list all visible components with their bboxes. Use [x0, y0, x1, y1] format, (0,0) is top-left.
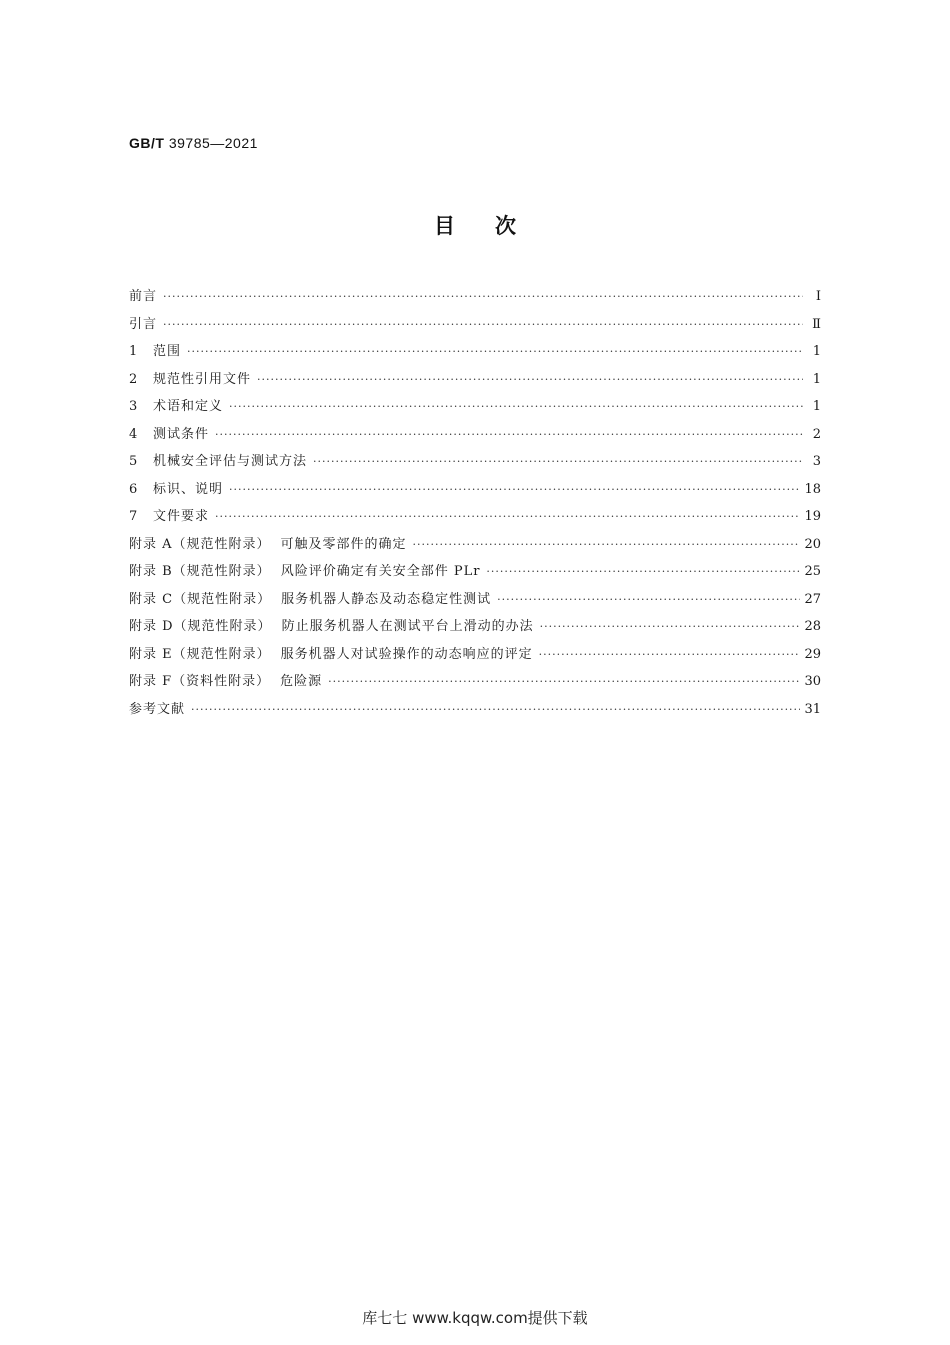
- toc-page-number: 30: [804, 674, 821, 689]
- toc-entry-title: [129, 533, 407, 552]
- toc-page-number: 2: [812, 426, 821, 442]
- toc-entry-title: [129, 285, 157, 304]
- toc-entry-text: 引言: [129, 316, 158, 332]
- toc-entry-number: 3: [129, 399, 138, 414]
- toc-entry-title: [153, 450, 307, 469]
- toc-entry-number: 7: [129, 509, 138, 524]
- toc-entry-text: 风险评价确定有关安全部件 PLr: [280, 564, 481, 579]
- toc-entry[interactable]: [129, 615, 821, 643]
- toc-leader-dots: [163, 290, 803, 303]
- toc-leader-dots: [229, 400, 803, 413]
- toc-entry-text: 测试条件: [153, 426, 210, 442]
- toc-entry[interactable]: [129, 313, 821, 341]
- toc-entry-number: 4: [129, 426, 138, 442]
- toc-appendix-label: 附录 A（规范性附录）: [129, 536, 271, 552]
- toc-entry[interactable]: [129, 643, 821, 671]
- toc-entry-text: 参考文献: [129, 701, 186, 717]
- toc-leader-dots: [229, 483, 800, 496]
- toc-appendix-label: 附录 B（规范性附录）: [129, 564, 271, 579]
- toc-page-number: 1: [812, 344, 821, 359]
- toc-entry-text: 前言: [129, 289, 158, 304]
- toc-leader-dots: [313, 455, 803, 468]
- standard-code: [129, 135, 258, 151]
- toc-leader-dots: [413, 538, 801, 551]
- toc-entry[interactable]: [129, 368, 821, 396]
- toc-entry-text: 可触及零部件的确定: [280, 536, 407, 552]
- toc-entry[interactable]: [129, 560, 821, 588]
- toc-entry-title: [129, 643, 533, 662]
- toc-entry-text: 范围: [153, 344, 182, 359]
- toc-entry-text: 术语和定义: [153, 399, 224, 414]
- toc-entry[interactable]: [129, 478, 821, 506]
- toc-entry[interactable]: [129, 285, 821, 313]
- toc-page-number: 18: [804, 481, 821, 497]
- toc-page-number: 25: [804, 564, 821, 579]
- toc-page-number: 27: [804, 591, 821, 607]
- toc-entry-title: [129, 698, 185, 717]
- toc-page-number: 3: [812, 454, 821, 469]
- table-of-contents: [129, 285, 821, 725]
- toc-entry-title: [153, 368, 251, 387]
- standard-number: 39785—2021: [168, 135, 258, 151]
- toc-entry-text: 标识、说明: [153, 481, 224, 497]
- toc-leader-dots: [540, 620, 801, 633]
- toc-leader-dots: [539, 648, 801, 661]
- toc-entry-number: 1: [129, 344, 138, 359]
- toc-entry-title: [153, 478, 223, 497]
- toc-entry[interactable]: [129, 423, 821, 451]
- toc-entry[interactable]: [129, 533, 821, 561]
- toc-entry-text: 危险源: [280, 674, 323, 689]
- toc-leader-dots: [187, 345, 803, 358]
- toc-page-number: 29: [804, 646, 821, 662]
- toc-appendix-label: 附录 E（规范性附录）: [129, 646, 271, 662]
- toc-entry-title: [153, 340, 181, 359]
- toc-appendix-label: 附录 F（资料性附录）: [129, 674, 271, 689]
- download-footer: 库七七 www.kqqw.com提供下载: [362, 1309, 588, 1327]
- toc-leader-dots: [215, 428, 803, 441]
- toc-entry-title: [153, 423, 209, 442]
- toc-leader-dots: [257, 373, 803, 386]
- toc-entry-text: 机械安全评估与测试方法: [153, 454, 308, 469]
- toc-entry[interactable]: [129, 505, 821, 533]
- toc-entry-title: [129, 670, 322, 689]
- toc-page-number: Ⅰ: [815, 289, 821, 304]
- toc-entry[interactable]: [129, 698, 821, 726]
- toc-appendix-label: 附录 C（规范性附录）: [129, 591, 272, 607]
- toc-entry-title: [153, 395, 223, 414]
- toc-page-number: Ⅱ: [812, 316, 821, 332]
- page-title: 目次: [434, 214, 556, 238]
- toc-entry-number: 5: [129, 454, 138, 469]
- toc-entry-number: 2: [129, 371, 138, 387]
- toc-leader-dots: [497, 593, 800, 606]
- toc-entry-text: 规范性引用文件: [153, 371, 252, 387]
- toc-entry[interactable]: [129, 670, 821, 698]
- toc-page-number: 31: [804, 701, 821, 717]
- toc-entry[interactable]: [129, 340, 821, 368]
- toc-entry-title: [129, 560, 480, 579]
- toc-entry-title: [129, 588, 491, 607]
- toc-entry[interactable]: [129, 395, 821, 423]
- toc-entry-text: 服务机器人静态及动态稳定性测试: [281, 591, 492, 607]
- toc-entry-text: 服务机器人对试验操作的动态响应的评定: [280, 646, 533, 662]
- toc-entry[interactable]: [129, 588, 821, 616]
- toc-leader-dots: [191, 703, 800, 716]
- toc-page-number: 28: [804, 619, 821, 634]
- toc-leader-dots: [486, 565, 800, 578]
- toc-leader-dots: [163, 318, 803, 331]
- toc-entry-title: [153, 505, 209, 524]
- toc-page-number: 1: [812, 399, 821, 414]
- toc-entry-title: [129, 615, 534, 634]
- toc-page-number: 20: [804, 536, 821, 552]
- toc-entry-title: [129, 313, 157, 332]
- toc-entry-text: 防止服务机器人在测试平台上滑动的办法: [281, 619, 534, 634]
- toc-entry-number: 6: [129, 481, 138, 497]
- toc-entry-text: 文件要求: [153, 509, 210, 524]
- toc-leader-dots: [215, 510, 800, 523]
- toc-entry[interactable]: [129, 450, 821, 478]
- toc-page-number: 19: [804, 509, 821, 524]
- toc-page-number: 1: [812, 371, 821, 387]
- toc-leader-dots: [328, 675, 800, 688]
- toc-appendix-label: 附录 D（规范性附录）: [129, 619, 272, 634]
- standard-prefix: GB/T: [129, 135, 165, 151]
